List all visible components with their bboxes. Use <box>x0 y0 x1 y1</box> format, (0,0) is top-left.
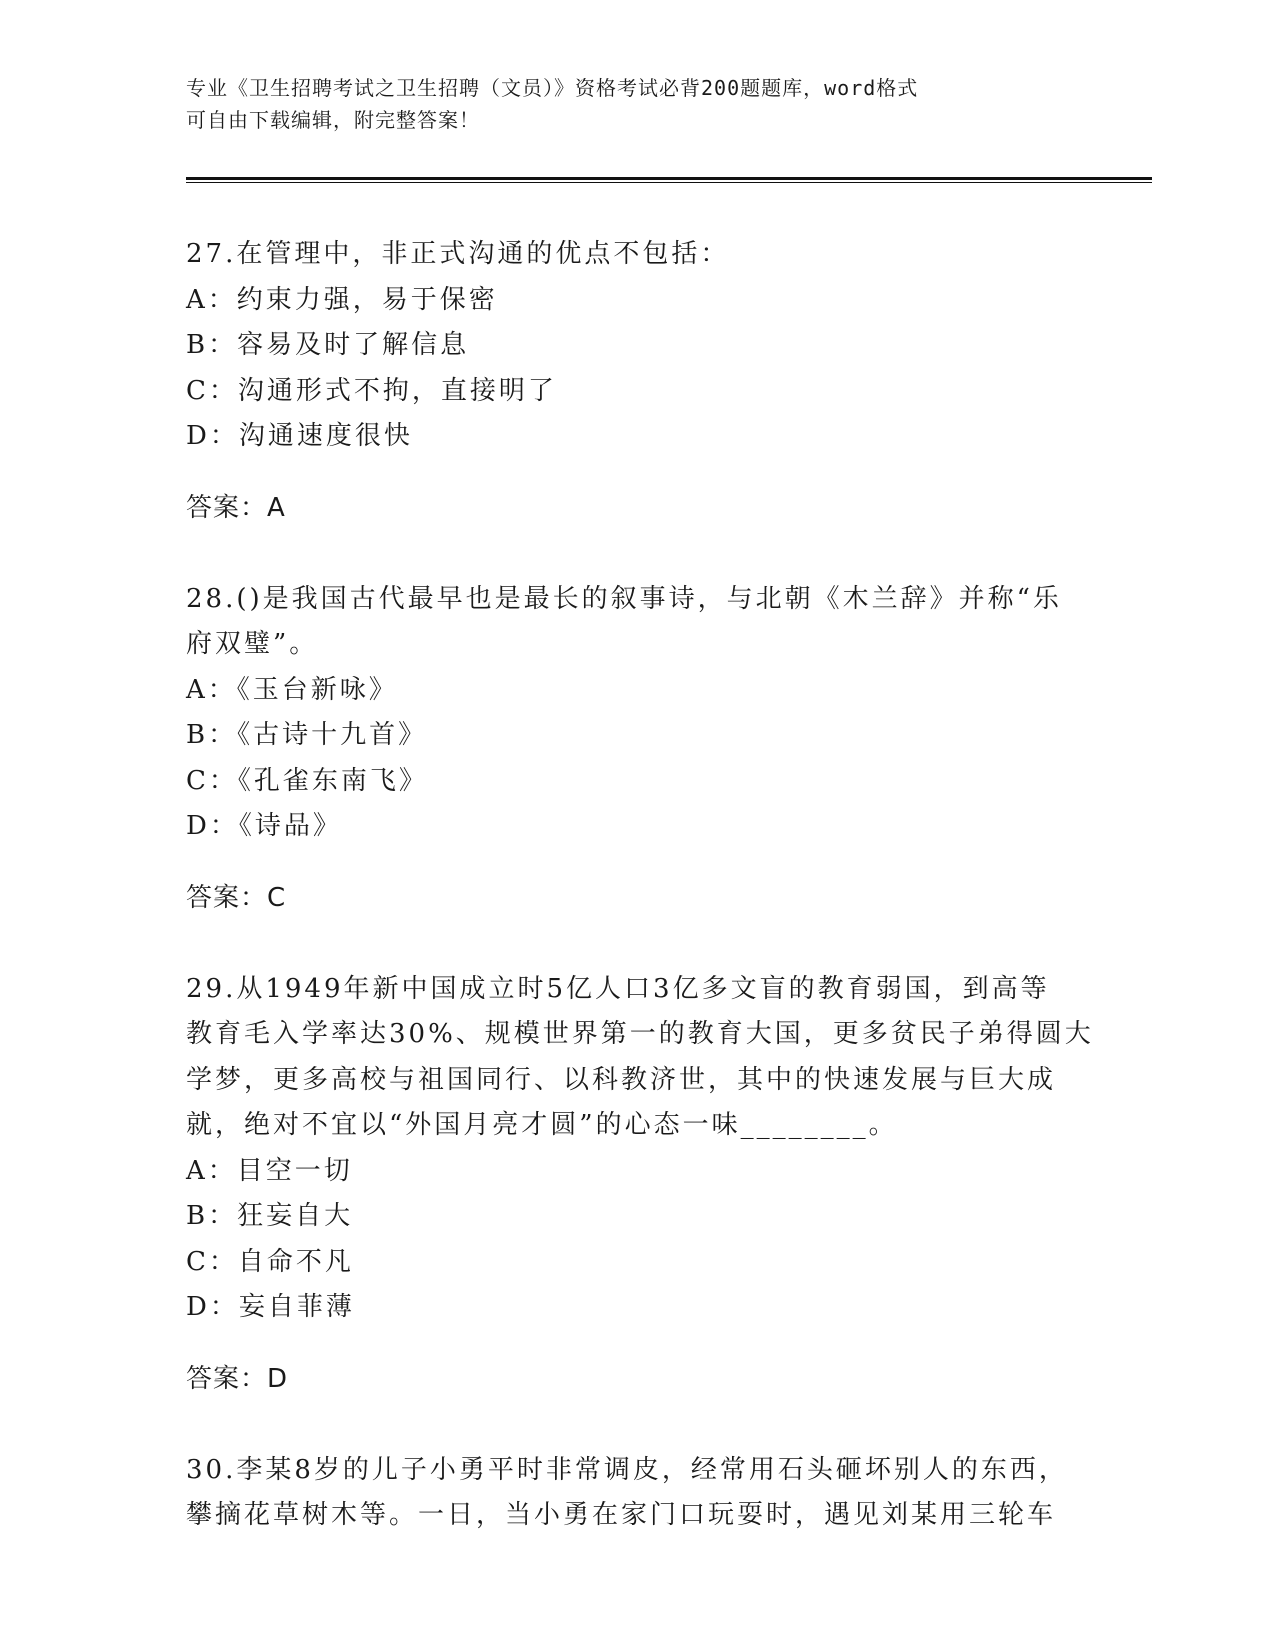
question-text: 教育毛入学率达30%、规模世界第一的教育大国，更多贫民子弟得圆大 <box>186 1019 1094 1049</box>
question-text: 学梦，更多高校与祖国同行、以科教济世，其中的快速发展与巨大成 <box>186 1064 1057 1095</box>
option-c: C：自命不凡 <box>186 1246 354 1277</box>
question-28 <box>186 577 1086 922</box>
option-a: A：目空一切 <box>186 1155 353 1186</box>
question-27 <box>186 232 1086 531</box>
option-a: A：约束力强，易于保密 <box>186 284 498 315</box>
question-list <box>186 232 1094 1584</box>
option-b: B：狂妄自大 <box>186 1201 354 1231</box>
option-c: C：《孔雀东南飞》 <box>186 765 428 796</box>
document-header <box>186 72 1086 136</box>
question-text: 28.()是我国古代最早也是最长的叙事诗，与北朝《木兰辞》并称“乐 <box>186 583 1062 614</box>
question-29 <box>186 967 1094 1403</box>
option-b: B：《古诗十九首》 <box>186 720 428 750</box>
answer-label: 答案：C <box>186 882 287 913</box>
answer-label: 答案：D <box>186 1363 289 1394</box>
question-text: 29.从1949年新中国成立时5亿人口3亿多文盲的教育弱国，到高等 <box>186 973 1050 1004</box>
answer-label: 答案：A <box>186 492 286 523</box>
option-a: A：《玉台新咏》 <box>186 674 398 705</box>
option-d: D：妄自菲薄 <box>186 1292 355 1322</box>
question-text: 就，绝对不宜以“外国月亮才圆”的心态一味________。 <box>186 1110 898 1140</box>
question-text: 攀摘花草树木等。一日，当小勇在家门口玩耍时，遇见刘某用三轮车 <box>186 1500 1057 1530</box>
header-line-1: 专业《卫生招聘考试之卫生招聘（文员）》资格考试必背200题题库，word格式 <box>186 76 919 100</box>
option-c: C：沟通形式不拘，直接明了 <box>186 375 557 406</box>
question-text: 30.李某8岁的儿子小勇平时非常调皮，经常用石头砸坏别人的东西， <box>186 1454 1068 1485</box>
option-b: B：容易及时了解信息 <box>186 330 470 360</box>
option-d: D：《诗品》 <box>186 811 342 841</box>
option-d: D：沟通速度很快 <box>186 421 413 451</box>
question-30 <box>186 1448 1086 1539</box>
header-divider-thin <box>186 182 1152 183</box>
question-text: 府双璧”。 <box>186 629 319 659</box>
question-text: 27.在管理中，非正式沟通的优点不包括： <box>186 239 730 269</box>
header-line-2: 可自由下载编辑，附完整答案！ <box>186 108 480 132</box>
header-divider <box>186 177 1152 180</box>
